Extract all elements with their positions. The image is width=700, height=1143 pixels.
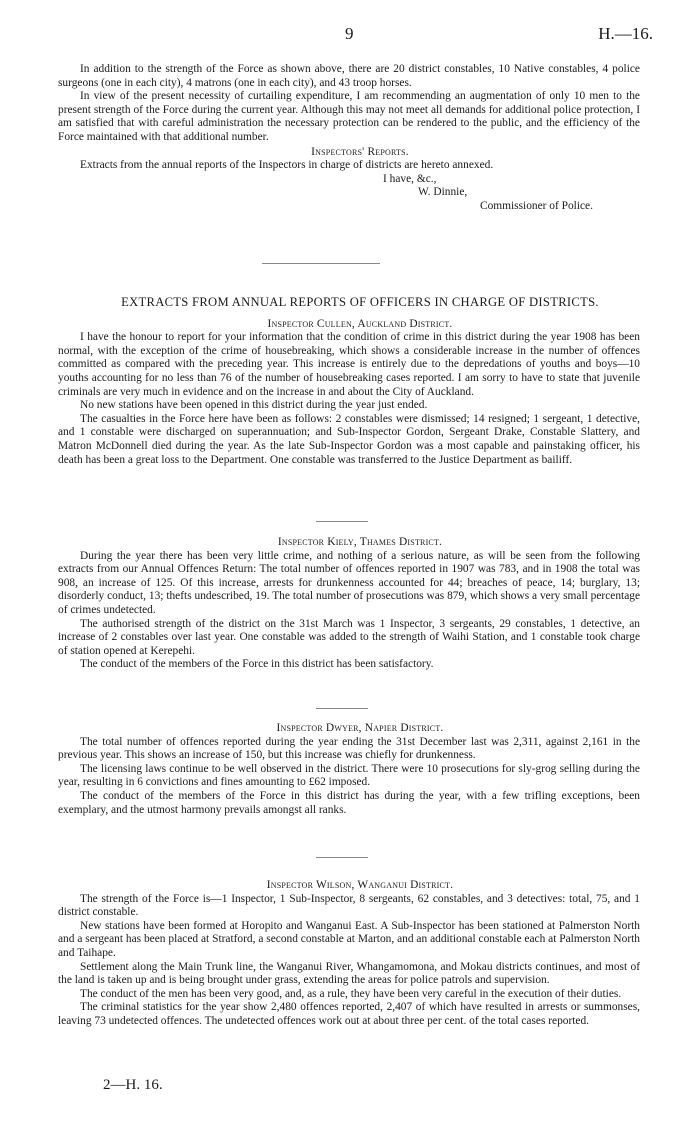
extracts-block — [58, 296, 640, 467]
signature-name: W. Dinnie, — [418, 186, 468, 199]
section-heading: Inspector Dwyer, Napier District. — [276, 722, 444, 734]
intro-paragraph: In view of the present necessity of curtailing expenditure, I am recommending an augmentation of only 10 men to the present strength of the Force during the current year. Although this may not meet all demands for additional police protection, I am satisfied that with careful administration the necessary protection can be rendered to the public, and the efficiency of the Force maintained with that additional number. — [58, 90, 640, 143]
body-paragraph: I have the honour to report for your information that the condition of crime in this district during the year 1908 has been normal, with the exception of the crime of housebreaking, which shows a considerable increase in the number of offences committed as compared with the preceding year. This increase is entirely due to the depredations of youths and boys—10 youths accounting for no less than 76 of the number of housebreaking cases reported. I am sorry to have to state that juvenile criminals are very much in evidence and on the increase in and about the City of Auckland. — [58, 331, 640, 398]
section-heading: Inspector Wilson, Wanganui District. — [266, 879, 454, 891]
divider — [316, 857, 368, 858]
intro-paragraph: Extracts from the annual reports of the Inspectors in charge of districts are hereto annexed. — [80, 159, 494, 172]
section-heading: Inspector Cullen, Auckland District. — [267, 317, 453, 330]
body-paragraph: The conduct of the members of the Force in this district has been satisfactory. — [80, 658, 434, 671]
body-paragraph: During the year there has been very little crime, and nothing of a serious nature, as will be seen from the following extracts from our Annual Offences Return: The total number of offences reported in 1907 was 783, and in 1908 the total was 908, an increase of 125. Of this increase, arrests for drunkenness accounted for 44; breaches of peace, 14; burglary, 13; disorderly conduct, 13; thefts undescribed, 19. The total number of prosecutions was 879, which shows a very small percentage of crimes undetected. — [58, 549, 640, 616]
body-paragraph: The total number of offences reported during the year ending the 31st December last was 2,311, against 2,161 in the previous year. This shows an increase of 150, but this increase was chiefly for drunkenness. — [58, 735, 640, 762]
signature-title: Commissioner of Police. — [480, 199, 593, 212]
body-paragraph: The strength of the Force is—1 Inspector, 1 Sub-Inspector, 8 sergeants, 62 constables, and 3 detectives: total, 75, and 1 district constable. — [58, 892, 640, 919]
body-paragraph: The authorised strength of the district on the 31st March was 1 Inspector, 3 sergeants, 29 constables, 1 detective, an increase of 2 constables over last year. One constable was added to the strength of Waihi Station, and 1 constable took charge of station opened at Kerepehi. — [58, 617, 640, 657]
intro-block — [58, 63, 640, 214]
divider — [316, 708, 368, 709]
napier-section — [58, 722, 640, 817]
page-header — [0, 24, 700, 47]
wanganui-section — [58, 879, 640, 1029]
body-paragraph: New stations have been formed at Horopito and Wanganui East. A Sub-Inspector has been stationed at Palmerston North and a sergeant has been placed at Stratford, a second constable at Marton, and an additional constable each at Palmerston North and Taihape. — [58, 919, 640, 959]
body-paragraph: The conduct of the men has been very good, and, as a rule, they have been very careful in the execution of their duties. — [80, 987, 622, 1000]
body-paragraph: The conduct of the members of the Force in this district has during the year, with a few trifling exceptions, been exemplary, and the utmost harmony prevails amongst all ranks. — [58, 789, 640, 816]
body-paragraph: The casualties in the Force here have been as follows: 2 constables were dismissed; 14 resigned; 1 sergeant, 1 detective, and 1 constable were discharged on superannuation; and Sub-Inspector Gordon, Sergeant Drake, Constable Slattery, and Matron McDonnell died during the year. As the late Sub-Inspector Gordon was a most capable and painstaking officer, his death has been a great loss to the Department. One constable was transferred to the Justice Department as bailiff. — [58, 412, 640, 466]
signature-mark: 2—H. 16. — [103, 1077, 163, 1093]
intro-paragraph: In addition to the strength of the Force as shown above, there are 20 district constables, 10 Native constables, 4 police surgeons (one in each city), 4 matrons (one in each city), and 43 troop horses. — [58, 63, 640, 89]
section-heading: Inspectors' Reports. — [311, 145, 409, 158]
extracts-title: EXTRACTS FROM ANNUAL REPORTS OF OFFICERS IN CHARGE OF DISTRICTS. — [121, 295, 599, 309]
body-paragraph: The criminal statistics for the year show 2,480 offences reported, 2,407 of which have resulted in arrests or summonses, leaving 73 undetected offences. The undetected offences work out at about three per cent. of the total cases reported. — [58, 1001, 640, 1027]
divider — [262, 263, 380, 264]
signature-salutation: I have, &c., — [383, 172, 437, 185]
body-paragraph: No new stations have been opened in this district during the year just ended. — [80, 399, 428, 412]
divider — [316, 521, 368, 522]
body-paragraph: Settlement along the Main Trunk line, the Wanganui River, Whangamomona, and Mokau districts continues, and most of the land is taken up and is being brought under grass, extending the areas for police patrols and supervision. — [58, 960, 640, 987]
body-paragraph: The licensing laws continue to be well observed in the district. There were 10 prosecutions for sly-grog selling during the year, resulting in 6 convictions and fines amounting to £62 imposed. — [58, 762, 640, 789]
thames-section — [58, 536, 640, 672]
document-reference: H.—16. — [598, 24, 653, 43]
page-number: 9 — [345, 24, 354, 43]
section-heading: Inspector Kiely, Thames District. — [277, 536, 443, 548]
